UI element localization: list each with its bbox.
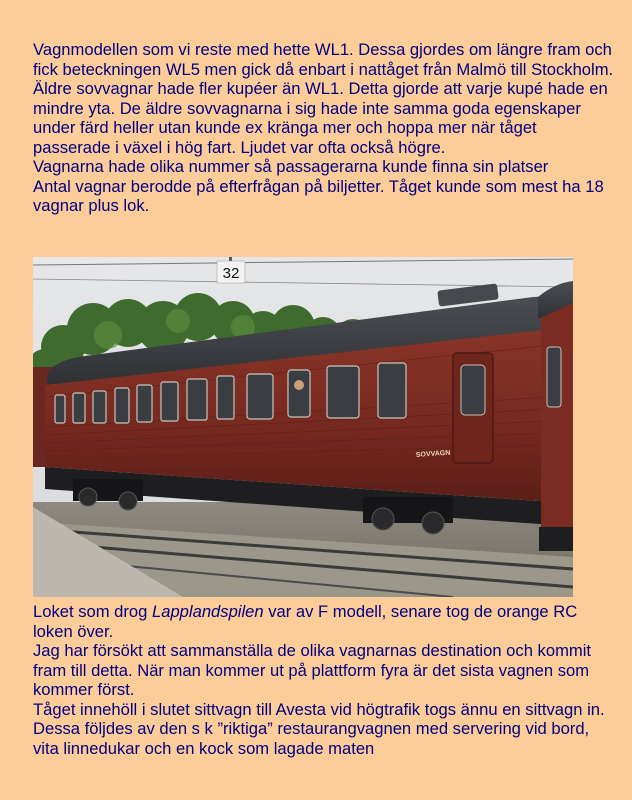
paragraph-locomotive — [33, 602, 618, 641]
paragraph-car-count: Antal vagnar berodde på efterfrågan på biljetter. Tåget kunde som mest ha 18 vagnar plus lok. — [33, 176, 604, 215]
paragraph-car-numbers: Vagnarna hade olika nummer så passagerarna kunde finna sin platser — [33, 157, 549, 176]
train-name: Lapplandspilen — [151, 602, 264, 621]
car-label: SOVVAGN — [415, 449, 451, 459]
intro-text — [33, 40, 618, 216]
paragraph-wl1: Vagnmodellen som vi reste med hette WL1. Dessa gjordes om längre fram och fick beteckningen WL5 men gick då enbart i nattåget från Malmö till Stockholm. — [33, 40, 614, 79]
paragraph-older-cars: Äldre sovvagnar hade fler kupéer än WL1. Detta gjorde att varje kupé hade en mindre yta. De äldre sovvagnarna i sig hade inte samma goda egenskaper under färd heller utan kunde ex kränga mer och hoppa mer när tåget passerade i växel i hög fart. Ljudet var ofta också högre. — [33, 79, 608, 157]
paragraph-destinations: Jag har försökt att sammanställa de olika vagnarnas destination och kommit fram till detta. När man kommer ut på plattform fyra är det sista vagnen som kommer först. — [33, 641, 592, 699]
locomotive-text-start: Loket som drog — [33, 602, 152, 621]
paragraph-train-composition: Tåget innehöll i slutet sittvagn till Avesta vid högtrafik togs ännu en sittvagn in. Dessa följdes av den s k ”riktiga” restaurangvagnen med servering vid bord, vita linnedukar och en kock som lagade maten — [33, 699, 605, 758]
locomotive-text-end: var av F modell, senare tog de orange RC loken över. — [33, 602, 578, 641]
lower-text — [33, 602, 618, 758]
platform-sign: 32 — [222, 265, 240, 282]
sleeper-car-photo — [33, 257, 573, 597]
